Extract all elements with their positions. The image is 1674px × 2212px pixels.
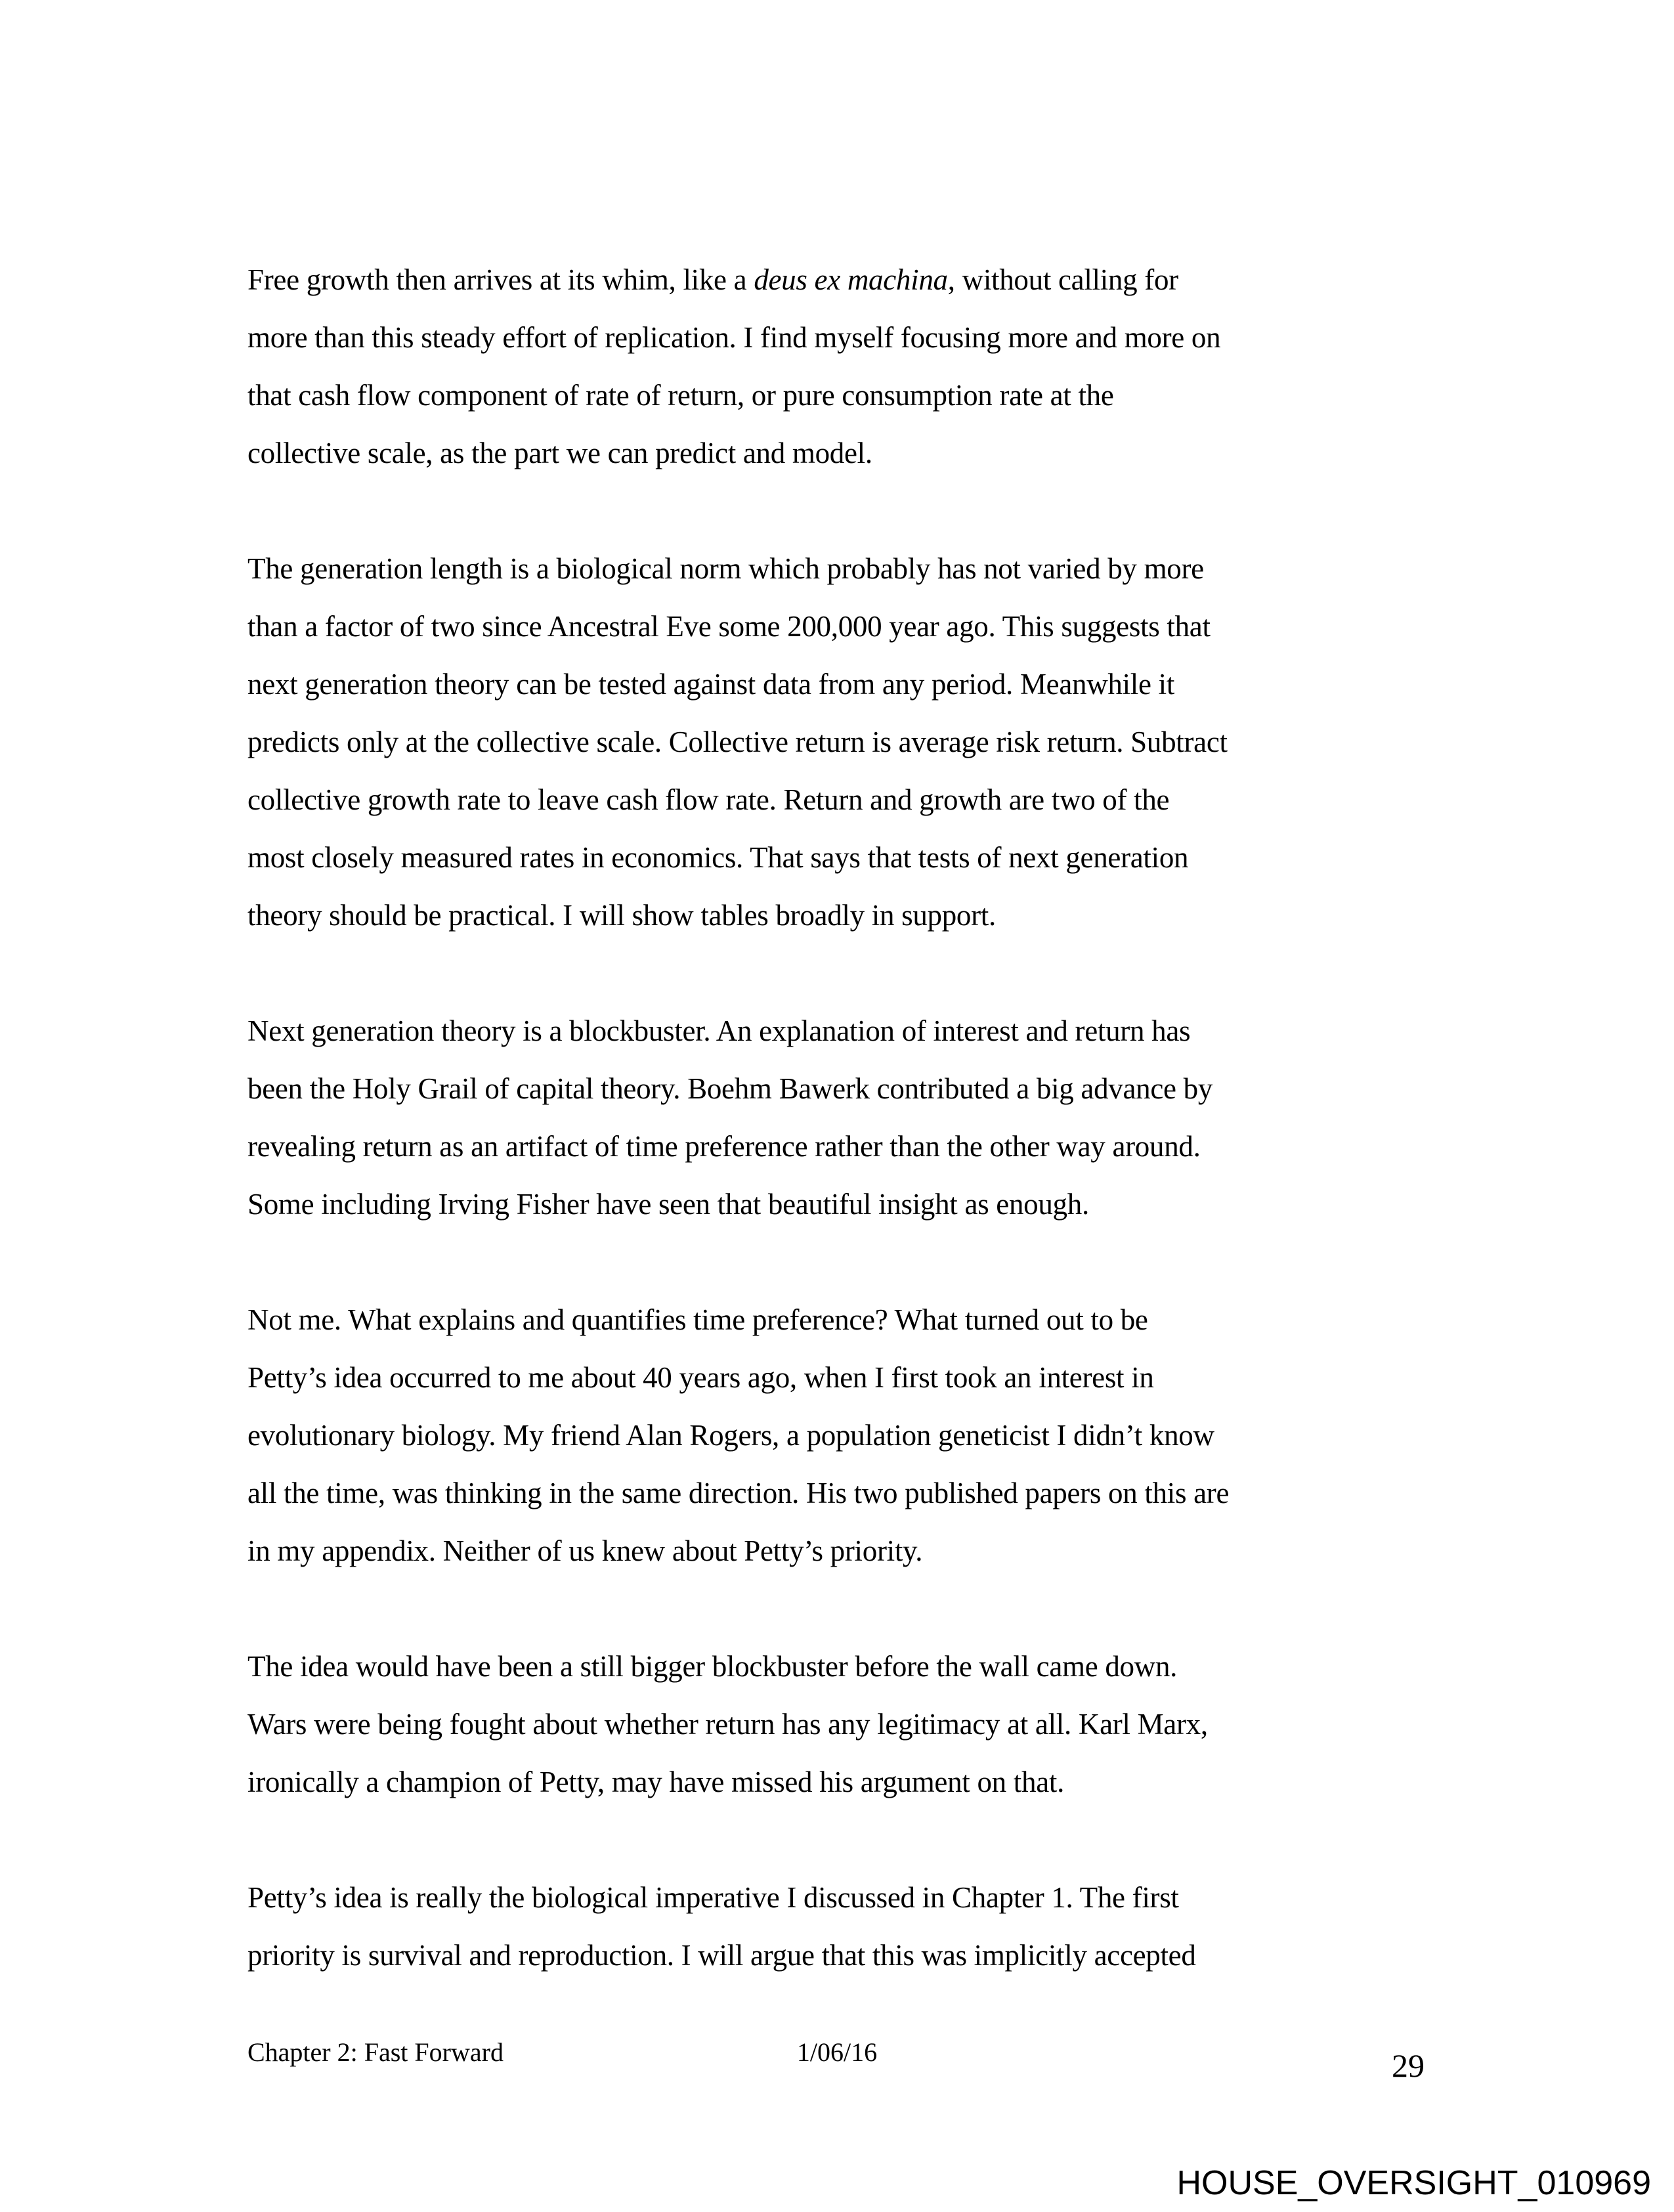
text-line: theory should be practical. I will show tables broadly in support.	[247, 899, 996, 932]
text-run: Free growth then arrives at its whim, like a	[247, 263, 754, 296]
text-line: next generation theory can be tested against data from any period. Meanwhile it	[247, 668, 1175, 701]
text-line: Some including Irving Fisher have seen that beautiful insight as enough.	[247, 1188, 1089, 1221]
paragraph-4	[247, 1291, 1429, 1580]
text-line: all the time, was thinking in the same direction. His two published papers on this are	[247, 1477, 1230, 1509]
text-line: in my appendix. Neither of us knew about Petty’s priority.	[247, 1534, 923, 1567]
text-line	[247, 251, 1429, 309]
text-line: Petty’s idea occurred to me about 40 years ago, when I first took an interest in	[247, 1361, 1154, 1394]
text-line: Petty’s idea is really the biological imperative I discussed in Chapter 1. The first	[247, 1881, 1179, 1914]
text-line: predicts only at the collective scale. Collective return is average risk return. Subtract	[247, 726, 1228, 758]
text-line: revealing return as an artifact of time preference rather than the other way around.	[247, 1130, 1201, 1163]
text-line: Next generation theory is a blockbuster. An explanation of interest and return has	[247, 1014, 1191, 1047]
footer-page-number: 29	[1392, 2047, 1425, 2084]
text-line: Not me. What explains and quantifies time preference? What turned out to be	[247, 1303, 1148, 1336]
text-line: collective growth rate to leave cash flow rate. Return and growth are two of the	[247, 783, 1170, 816]
paragraph-5	[247, 1637, 1429, 1811]
bates-stamp: HOUSE_OVERSIGHT_010969	[1176, 2164, 1651, 2202]
italic-phrase: deus ex machina	[754, 263, 948, 296]
paragraph-1	[247, 251, 1429, 482]
footer-chapter: Chapter 2: Fast Forward	[247, 2037, 504, 2067]
paragraph-6	[247, 1869, 1429, 1984]
text-run: , without calling for	[947, 263, 1178, 296]
text-line: than a factor of two since Ancestral Eve some 200,000 year ago. This suggests that	[247, 610, 1211, 643]
paragraph-2	[247, 540, 1429, 944]
text-line: The idea would have been a still bigger blockbuster before the wall came down.	[247, 1650, 1178, 1683]
text-line: The generation length is a biological norm which probably has not varied by more	[247, 552, 1204, 585]
text-line: evolutionary biology. My friend Alan Rogers, a population geneticist I didn’t know	[247, 1419, 1214, 1452]
document-body	[247, 251, 1429, 1984]
paragraph-3	[247, 1002, 1429, 1233]
text-line: been the Holy Grail of capital theory. Boehm Bawerk contributed a big advance by	[247, 1072, 1213, 1105]
text-line: most closely measured rates in economics. That says that tests of next generation	[247, 841, 1189, 874]
text-line: more than this steady effort of replication. I find myself focusing more and more on	[247, 321, 1221, 354]
text-line: priority is survival and reproduction. I will argue that this was implicitly accepted	[247, 1939, 1196, 1972]
footer-date: 1/06/16	[796, 2037, 878, 2067]
text-line: that cash flow component of rate of return, or pure consumption rate at the	[247, 379, 1114, 412]
text-line: ironically a champion of Petty, may have missed his argument on that.	[247, 1766, 1065, 1798]
text-line: Wars were being fought about whether return has any legitimacy at all. Karl Marx,	[247, 1708, 1208, 1741]
text-line: collective scale, as the part we can predict and model.	[247, 437, 872, 469]
